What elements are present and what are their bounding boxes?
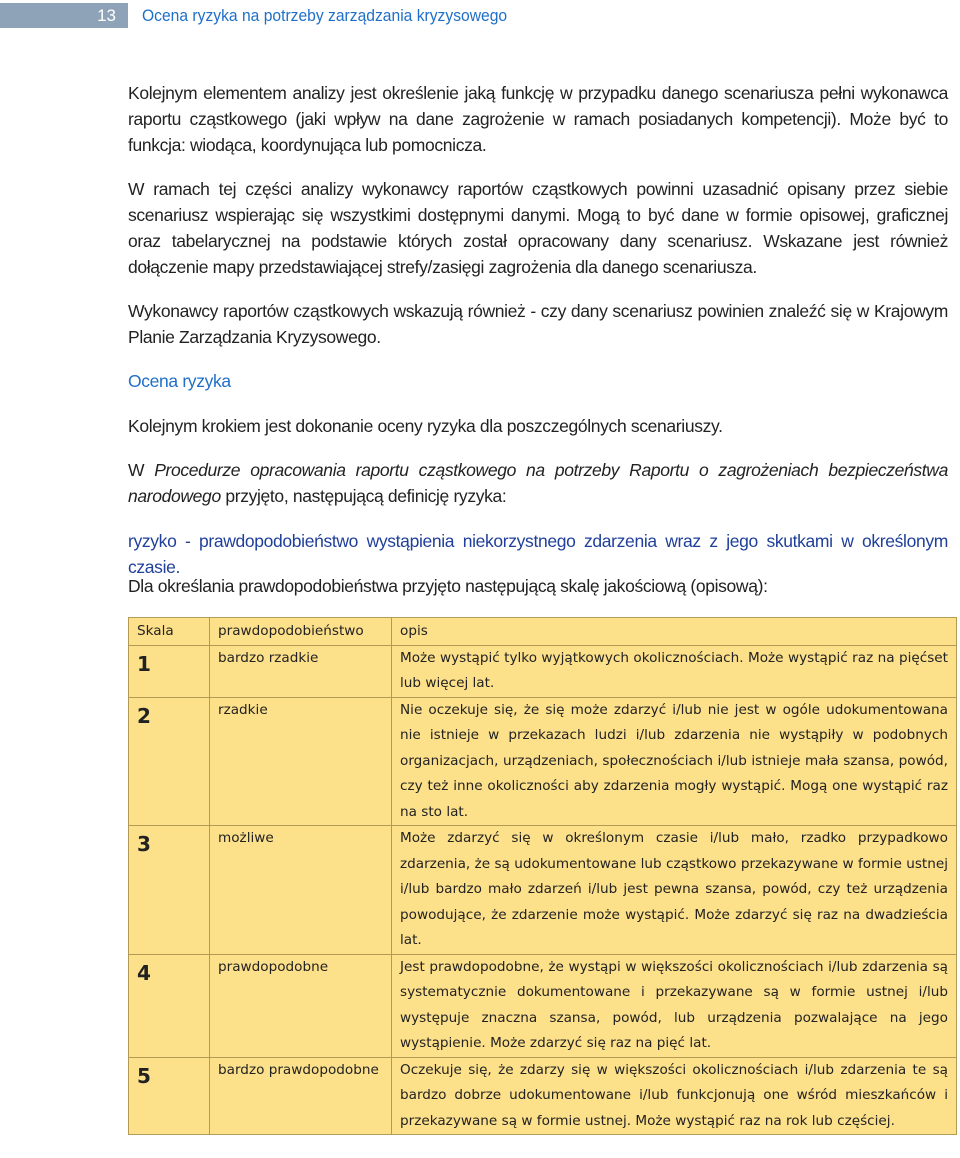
page-number: 13 [0, 3, 128, 28]
probability-scale-table [128, 617, 957, 1135]
probability-cell: prawdopodobne [210, 954, 392, 1057]
probability-cell: możliwe [210, 826, 392, 955]
table-row [129, 954, 957, 1057]
running-title: Ocena ryzyka na potrzeby zarządzania kryzysowego [142, 6, 508, 25]
table-row [129, 645, 957, 697]
description-cell: Oczekuje się, że zdarzy się w większości okolicznościach i/lub zdarzenia te są bardzo dobrze udokumentowane i/lub funkcjonują one wśród mieszkańców i przekazywane są w formie ustnej. Może wystąpić raz na rok lub częściej. [392, 1057, 957, 1135]
probability-cell: bardzo rzadkie [210, 645, 392, 697]
description-cell: Może zdarzyć się w określonym czasie i/lub mało, rzadko przypadkowo zdarzenia, że są udokumentowane lub cząstkowo przekazywane w formie ustnej i/lub bardzo mało zdarzeń i/lub jest pewna szansa, powód, czy też urządzenia powodujące, że zdarzenie może wystąpić. Może zdarzyć się raz na dwadzieścia lat. [392, 826, 957, 955]
probability-cell: bardzo prawdopodobne [210, 1057, 392, 1135]
description-cell: Jest prawdopodobne, że wystąpi w większości okolicznościach i/lub zdarzenia są systematycznie dokumentowane i przekazywane są w formie ustnej i/lub występuje znaczna szansa, powód, lub urządzenia pozwalające na jego wystąpienie. Może zdarzyć się raz na pięć lat. [392, 954, 957, 1057]
procedure-end: przyjęto, następującą definicję ryzyka: [220, 486, 507, 506]
paragraph-next-step: Kolejnym krokiem jest dokonanie oceny ryzyka dla poszczególnych scenariuszy. [128, 416, 723, 436]
scale-value: 1 [137, 651, 151, 676]
table-row [129, 1057, 957, 1135]
scale-value: 2 [137, 703, 151, 728]
table-row [129, 697, 957, 826]
table-row [129, 826, 957, 955]
description-cell: Nie oczekuje się, że się może zdarzyć i/lub nie jest w ogóle udokumentowana nie istnieje w przekazach ludzi i/lub zdarzenia nie wystąpiły w podobnych organizacjach, urządzeniach, społecznościach i/lub istnieje mała szansa, powód, czy też inne okoliczności aby zdarzenia mogły wystąpić. Mogą one wystąpić raz na sto lat. [392, 697, 957, 826]
paragraph-justification: W ramach tej części analizy wykonawcy raportów cząstkowych powinni uzasadnić opisany przez siebie scenariusz wspierając się wszystkimi dostępnymi danymi. Mogą to być dane w formie opisowej, graficznej oraz tabelarycznej na podstawie których został opracowany dany scenariusz. Wskazane jest również dołączenie mapy przedstawiającej strefy/zasięgi zagrożenia dla danego scenariusza. [128, 179, 948, 277]
scale-value: 3 [137, 832, 151, 856]
scale-value: 5 [137, 1063, 151, 1088]
procedure-start: W [128, 460, 155, 480]
scale-value: 4 [137, 960, 151, 985]
paragraph-procedure [128, 457, 948, 509]
paragraph-national-plan: Wykonawcy raportów cząstkowych wskazują również - czy dany scenariusz powinien znaleźć się w Krajowym Planie Zarządzania Kryzysowego. [128, 301, 948, 347]
probability-cell: rzadkie [210, 697, 392, 826]
procedure-title: Procedurze opracowania raportu cząstkowego na potrzeby Raportu o zagrożeniach bezpieczeństwa narodowego [128, 460, 948, 506]
section-heading: Ocena ryzyka [128, 371, 231, 391]
risk-definition: ryzyko - prawdopodobieństwo wystąpienia niekorzystnego zdarzenia wraz z jego skutkami w określonym czasie. [128, 531, 948, 577]
page-header [0, 0, 960, 34]
header-scale: Skala [129, 618, 210, 646]
header-description: opis [392, 618, 957, 646]
paragraph-function: Kolejnym elementem analizy jest określenie jaką funkcję w przypadku danego scenariusza pełni wykonawca raportu cząstkowego (jaki wpływ na dane zagrożenie w ramach posiadanych kompetencji). Może być to funkcja: wiodąca, koordynująca lub pomocnicza. [128, 83, 948, 155]
header-probability: prawdopodobieństwo [210, 618, 392, 646]
paragraph-scale-intro: Dla określania prawdopodobieństwa przyjęto następującą skalę jakościową (opisową): [128, 576, 768, 596]
description-cell: Może wystąpić tylko wyjątkowych okolicznościach. Może wystąpić raz na pięćset lub więcej lat. [392, 645, 957, 697]
table-header-row [129, 618, 957, 646]
